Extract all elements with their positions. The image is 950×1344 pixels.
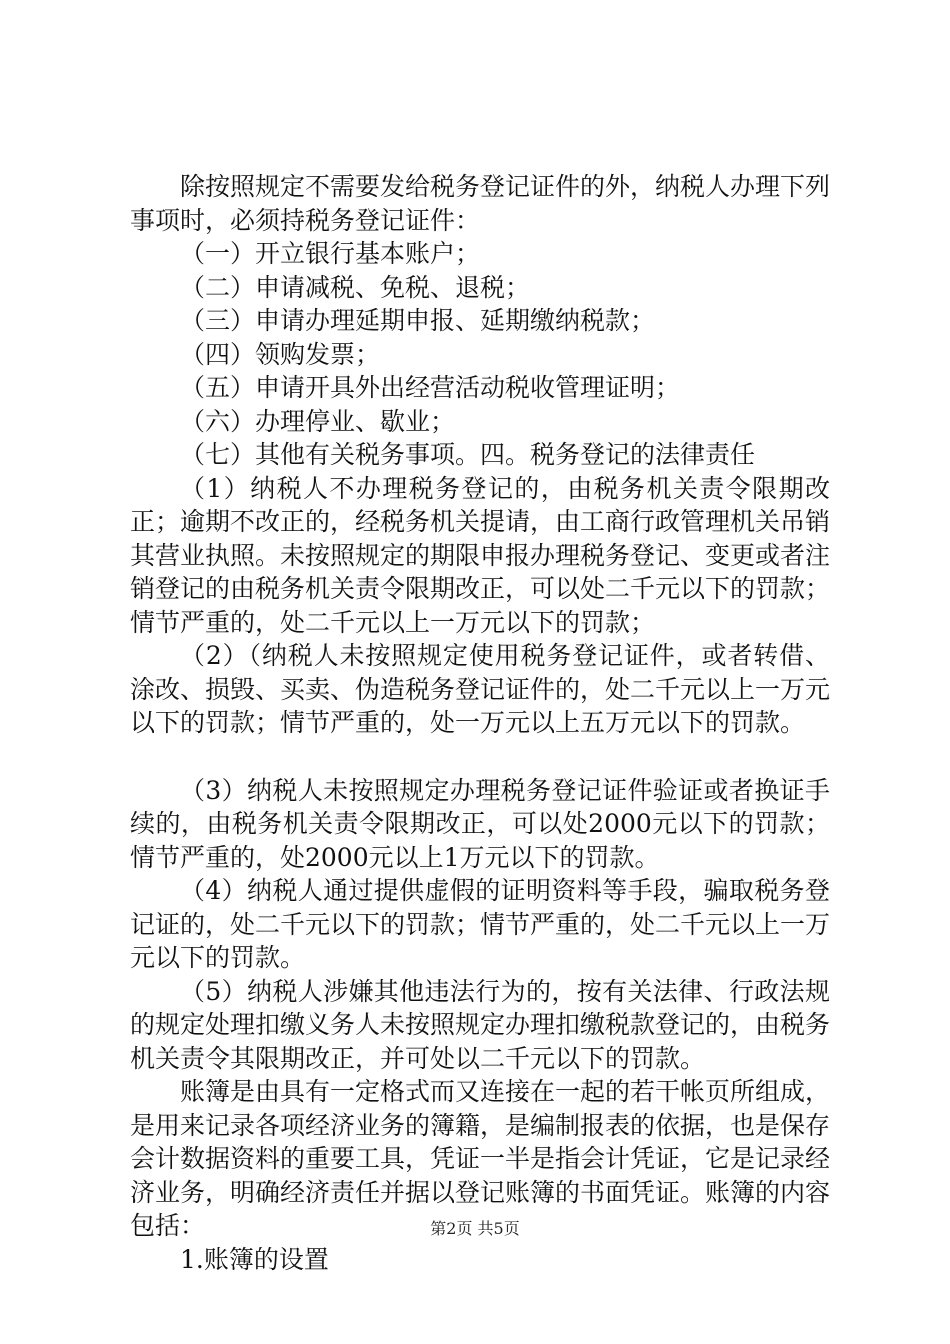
intro-paragraph: 除按照规定不需要发给税务登记证件的外，纳税人办理下列事项时，必须持税务登记证件： xyxy=(130,172,831,235)
list-item: （四）领购发票； xyxy=(180,339,381,369)
page-number-footer: 第2页 共5页 xyxy=(430,1219,520,1238)
list-item-with-section-heading: （七）其他有关税务事项。四。税务登记的法律责任 xyxy=(180,440,756,469)
list-item: （一）开立银行基本账户； xyxy=(180,239,481,268)
paragraph-spacer xyxy=(130,740,830,774)
liability-paragraph-1: （1）纳税人不办理税务登记的，由税务机关责令限期改正；逾期不改正的，经税务机关提请，由工商行政管理机关吊销其营业执照。未按照规定的期限申报办理税务登记、变更或者注销登记的由税务机关责令限期改正，可以处二千元以下的罚款；情节严重的，处二千元以上一万元以下的罚款； xyxy=(130,473,831,637)
list-item: （六）办理停业、歇业； xyxy=(180,406,456,436)
ledger-paragraph: 账簿是由具有一定格式而又连接在一起的若干帐页所组成，是用来记录各项经济业务的簿籍，是编制报表的依据，也是保存会计数据资料的重要工具，凭证一半是指会计凭证，它是记录经济业务，明确经济责任并据以登记账簿的书面凭证。账簿的内容包括： xyxy=(130,1077,831,1240)
list-item: （二）申请减税、免税、退税； xyxy=(180,272,531,302)
liability-paragraph-4: （4）纳税人通过提供虚假的证明资料等手段，骗取税务登记证的，处二千元以下的罚款；情节严重的，处二千元以上一万元以下的罚款。 xyxy=(130,876,831,972)
list-item: （五）申请开具外出经营活动税收管理证明； xyxy=(180,373,681,402)
list-item: （三）申请办理延期申报、延期缴纳税款； xyxy=(180,306,656,335)
liability-paragraph-5: （5）纳税人涉嫌其他违法行为的，按有关法律、行政法规的规定处理扣缴义务人未按照规定办理扣缴税款登记的，由税务机关责令其限期改正，并可处以二千元以下的罚款。 xyxy=(130,976,831,1073)
ledger-subheading: 1.账簿的设置 xyxy=(180,1244,329,1274)
liability-paragraph-3: （3）纳税人未按照规定办理税务登记证件验证或者换证手续的，由税务机关责令限期改正，可以处2000元以下的罚款；情节严重的，处2000元以上1万元以下的罚款。 xyxy=(130,775,830,872)
document-body xyxy=(130,170,830,1276)
liability-paragraph-2: （2）（纳税人未按照规定使用税务登记证件，或者转借、涂改、损毁、买卖、伪造税务登记证件的，处二千元以上一万元以下的罚款；情节严重的，处一万元以上五万元以下的罚款。 xyxy=(130,641,831,737)
